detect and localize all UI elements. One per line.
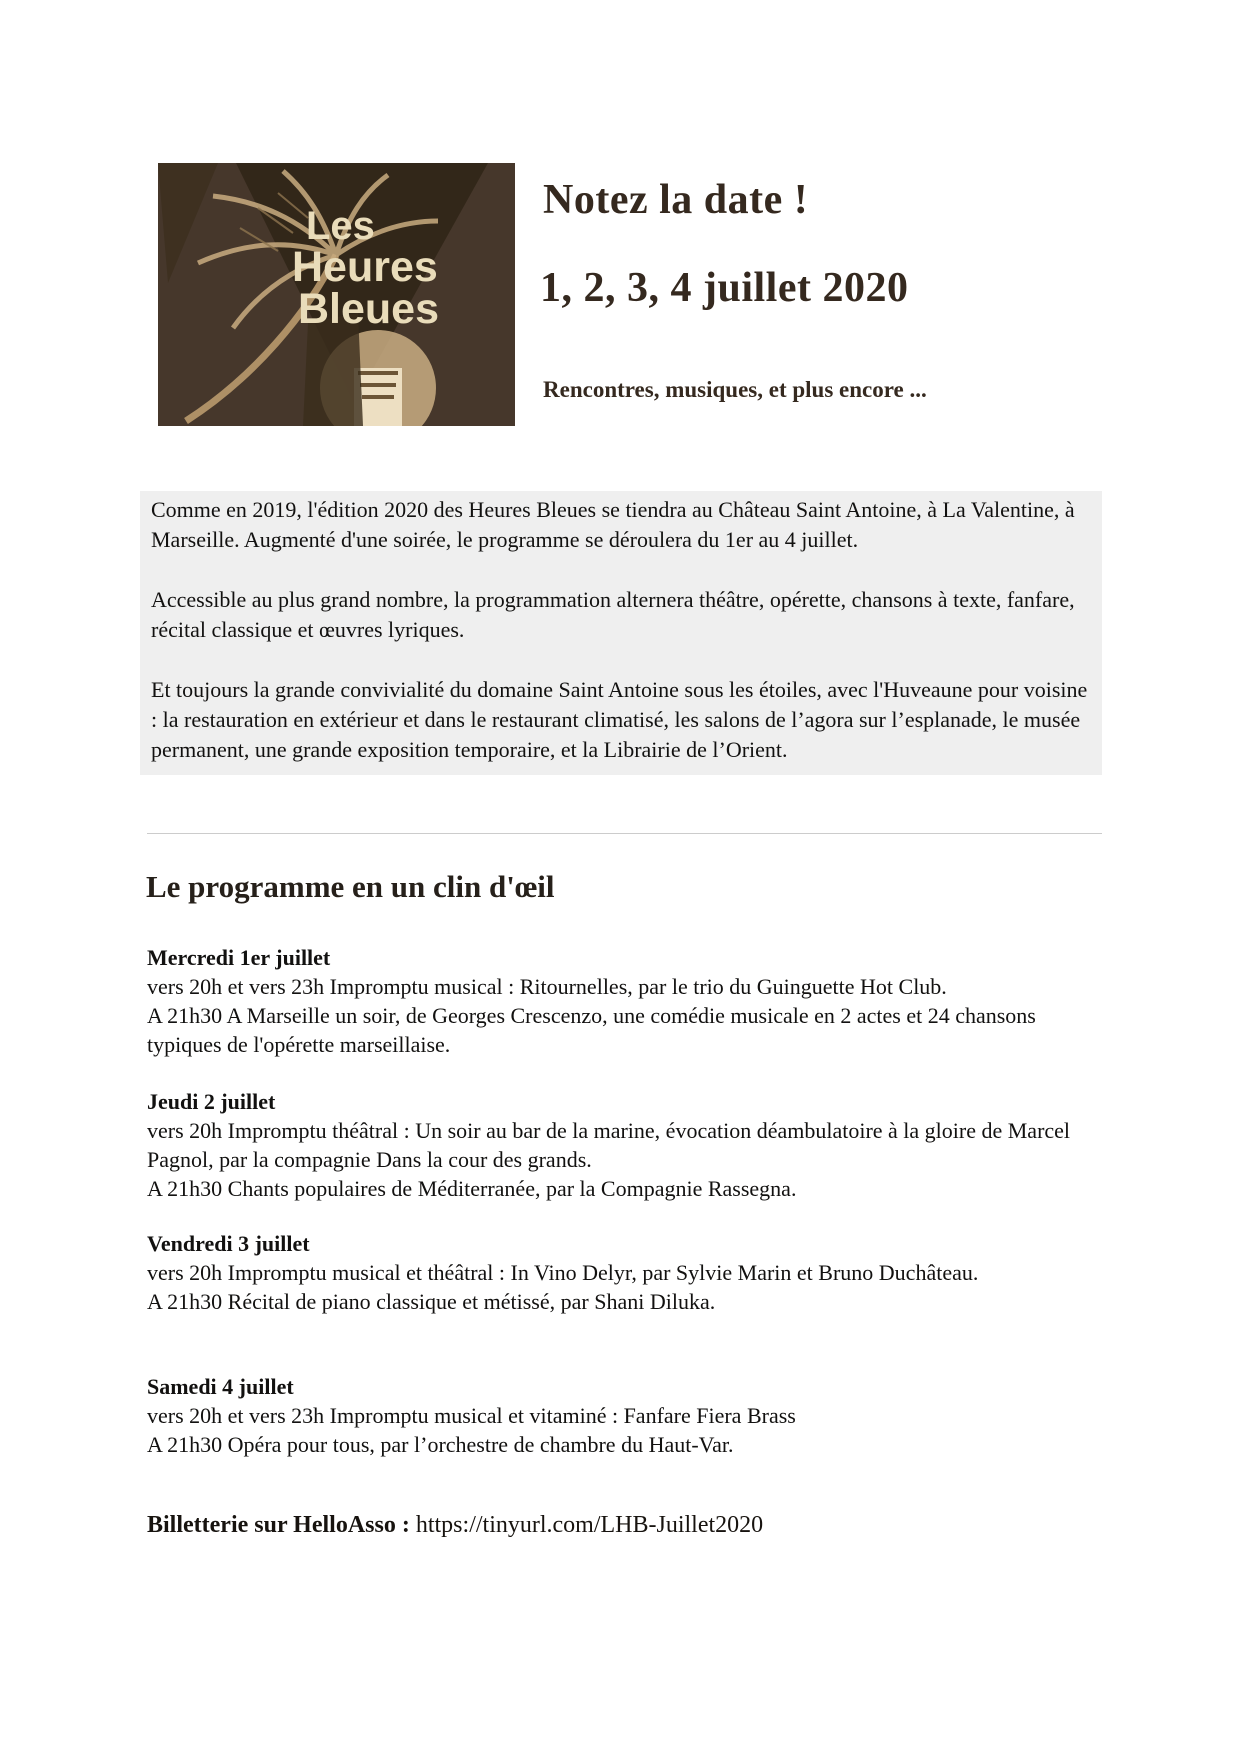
logo-word-les: Les [306,204,375,248]
ticketing-label: Billetterie sur HelloAsso : [147,1512,410,1538]
logo-word-bleues: Bleues [298,285,440,333]
program-day-mercredi [147,943,1104,1059]
day-event-line: vers 20h Impromptu théâtral : Un soir au bar de la marine, évocation déambulatoire à la gloire de Marcel Pagnol, par la compagnie Dans la cour des grands. [147,1118,1071,1172]
event-subtitle: Rencontres, musiques, et plus encore ... [543,377,927,402]
logo-word-heures: Heures [292,243,438,291]
program-day-vendredi [147,1229,1104,1316]
section-divider [147,833,1102,834]
ticketing-url-link[interactable]: https://tinyurl.com/LHB-Juillet2020 [415,1512,764,1538]
event-dates: 1, 2, 3, 4 juillet 2020 [540,265,909,311]
day-event-line: A 21h30 A Marseille un soir, de Georges Crescenzo, une comédie musicale en 2 actes et 24 chansons typiques de l'opérette marseillaise. [147,1003,1036,1057]
program-day-samedi [147,1372,1104,1459]
day-event-line: vers 20h Impromptu musical et théâtral : In Vino Delyr, par Sylvie Marin et Bruno Duchâteau. [147,1260,979,1285]
day-title: Jeudi 2 juillet [147,1089,276,1114]
day-title: Samedi 4 juillet [147,1374,294,1399]
intro-paragraph-2: Accessible au plus grand nombre, la programmation alternera théâtre, opérette, chansons à texte, fanfare, récital classique et œuvres lyriques. [151,587,1075,642]
logo-image [158,163,515,426]
intro-paragraph-1: Comme en 2019, l'édition 2020 des Heures Bleues se tiendra au Château Saint Antoine, à La Valentine, à Marseille. Augmenté d'une soirée, le programme se déroulera du 1er au 4 juillet. [151,497,1075,552]
intro-paragraph-3: Et toujours la grande convivialité du domaine Saint Antoine sous les étoiles, avec l'Huveaune pour voisine : la restauration en extérieur et dans le restaurant climatisé, les salons de l’agora sur l’esplanade, le musée permanent, une grande exposition temporaire, et la Librairie de l’Orient. [151,677,1088,762]
program-day-jeudi [147,1087,1104,1203]
day-title: Mercredi 1er juillet [147,945,331,970]
day-event-line: A 21h30 Opéra pour tous, par l’orchestre de chambre du Haut-Var. [147,1432,734,1457]
page-title: Notez la date ! [543,177,809,223]
day-event-line: A 21h30 Chants populaires de Méditerranée, par la Compagnie Rassegna. [147,1176,797,1201]
day-event-line: vers 20h et vers 23h Impromptu musical : Ritournelles, par le trio du Guinguette Hot Club. [147,974,947,999]
intro-block [140,491,1102,775]
day-event-line: vers 20h et vers 23h Impromptu musical et vitaminé : Fanfare Fiera Brass [147,1403,796,1428]
ticketing-line [147,1512,763,1539]
day-event-line: A 21h30 Récital de piano classique et métissé, par Shani Diluka. [147,1289,716,1314]
day-title: Vendredi 3 juillet [147,1231,310,1256]
program-heading: Le programme en un clin d'œil [146,869,555,904]
